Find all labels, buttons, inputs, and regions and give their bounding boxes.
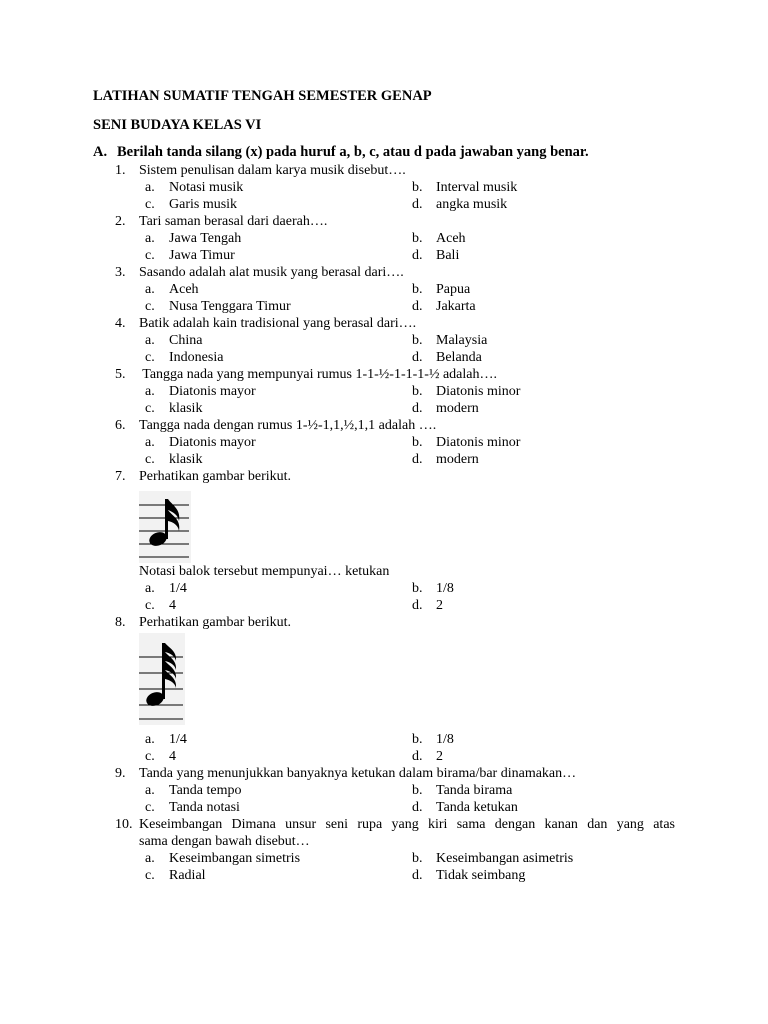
- option-b[interactable]: [412, 179, 652, 196]
- question-text: Tari saman berasal dari daerah….: [139, 214, 328, 229]
- option-text: Keseimbangan simetris: [169, 851, 301, 866]
- option-text: 2: [436, 749, 443, 764]
- option-c[interactable]: [145, 298, 412, 315]
- option-text: Jakarta: [436, 299, 476, 314]
- option-c[interactable]: [145, 799, 412, 816]
- question-subtext: Notasi balok tersebut mempunyai… ketukan: [139, 564, 390, 579]
- question-number: 5.: [115, 367, 126, 382]
- question-text: Tangga nada dengan rumus 1-½-1,1,½,1,1 adalah ….: [139, 418, 437, 433]
- option-a[interactable]: [145, 332, 412, 349]
- option-letter: c.: [145, 800, 155, 815]
- option-text: modern: [436, 452, 479, 467]
- option-letter: b.: [412, 851, 423, 866]
- option-c[interactable]: [145, 867, 412, 884]
- option-d[interactable]: [412, 451, 652, 468]
- option-letter: a.: [145, 333, 155, 348]
- option-letter: d.: [412, 749, 423, 764]
- option-letter: a.: [145, 732, 155, 747]
- option-text: Garis musik: [169, 197, 238, 212]
- option-b[interactable]: [412, 850, 652, 867]
- option-letter: c.: [145, 299, 155, 314]
- option-letter: c.: [145, 350, 155, 365]
- question-number: 6.: [115, 418, 126, 433]
- option-letter: a.: [145, 783, 155, 798]
- question-text: Tanda yang menunjukkan banyaknya ketukan dalam birama/bar dinamakan…: [139, 766, 577, 781]
- option-text: 1/4: [169, 581, 187, 596]
- option-text: Tanda notasi: [169, 800, 240, 815]
- option-letter: d.: [412, 452, 423, 467]
- option-b[interactable]: [412, 580, 652, 597]
- question-number: 8.: [115, 615, 126, 630]
- option-letter: d.: [412, 350, 423, 365]
- option-letter: c.: [145, 452, 155, 467]
- option-text: 4: [169, 749, 176, 764]
- section-heading: [93, 144, 589, 161]
- option-text: 1/8: [436, 581, 454, 596]
- option-letter: b.: [412, 581, 423, 596]
- option-letter: d.: [412, 299, 423, 314]
- option-letter: b.: [412, 282, 423, 297]
- option-letter: a.: [145, 581, 155, 596]
- question-number: 1.: [115, 163, 126, 178]
- option-d[interactable]: [412, 867, 652, 884]
- option-letter: b.: [412, 231, 423, 246]
- document-subtitle: SENI BUDAYA KELAS VI: [93, 117, 262, 133]
- option-text: Tanda ketukan: [436, 800, 518, 815]
- question-list: [0, 162, 768, 884]
- option-text: Tanda birama: [436, 783, 513, 798]
- question-text: Batik adalah kain tradisional yang berasal dari….: [139, 316, 417, 331]
- option-letter: a.: [145, 384, 155, 399]
- option-text: Notasi musik: [169, 180, 244, 195]
- option-text: Papua: [436, 282, 471, 297]
- question-number: 10.: [115, 817, 133, 832]
- question-text-continued: sama dengan bawah disebut…: [139, 834, 310, 849]
- option-b[interactable]: [412, 782, 652, 799]
- option-letter: b.: [412, 732, 423, 747]
- option-letter: c.: [145, 749, 155, 764]
- option-text: Nusa Tenggara Timur: [169, 299, 291, 314]
- option-a[interactable]: [145, 434, 412, 451]
- option-d[interactable]: [412, 597, 652, 614]
- option-c[interactable]: [145, 349, 412, 366]
- option-c[interactable]: [145, 247, 412, 264]
- section-letter: A.: [93, 144, 108, 160]
- option-c[interactable]: [145, 748, 412, 765]
- option-text: Tidak seimbang: [436, 868, 526, 883]
- option-letter: b.: [412, 435, 423, 450]
- option-letter: d.: [412, 800, 423, 815]
- option-b[interactable]: [412, 731, 652, 748]
- option-c[interactable]: [145, 400, 412, 417]
- option-text: Malaysia: [436, 333, 488, 348]
- option-a[interactable]: [145, 782, 412, 799]
- question-text: Keseimbangan Dimana unsur seni rupa yang kiri sama dengan kanan dan yang atas: [139, 817, 675, 832]
- option-d[interactable]: [412, 349, 652, 366]
- option-text: 2: [436, 598, 443, 613]
- option-c[interactable]: [145, 597, 412, 614]
- question-number: 7.: [115, 469, 126, 484]
- option-text: Aceh: [436, 231, 466, 246]
- option-b[interactable]: [412, 332, 652, 349]
- question-number: 4.: [115, 316, 126, 331]
- option-letter: c.: [145, 401, 155, 416]
- question-6: [0, 417, 768, 468]
- question-text: Sasando adalah alat musik yang berasal dari….: [139, 265, 404, 280]
- option-letter: d.: [412, 598, 423, 613]
- option-c[interactable]: [145, 451, 412, 468]
- question-text: Tangga nada yang mempunyai rumus 1-1-½-1-1-1-½ adalah….: [139, 367, 497, 382]
- option-text: Bali: [436, 248, 460, 263]
- section-instruction: Berilah tanda silang (x) pada huruf a, b, c, atau d pada jawaban yang benar.: [117, 144, 589, 160]
- option-letter: d.: [412, 401, 423, 416]
- option-b[interactable]: [412, 230, 652, 247]
- question-2: [0, 213, 768, 264]
- question-4: [0, 315, 768, 366]
- question-9: [0, 765, 768, 816]
- option-letter: a.: [145, 435, 155, 450]
- option-letter: a.: [145, 851, 155, 866]
- question-number: 2.: [115, 214, 126, 229]
- option-d[interactable]: [412, 247, 652, 264]
- option-text: Diatonis minor: [436, 384, 521, 399]
- option-text: Indonesia: [169, 350, 224, 365]
- option-text: Keseimbangan asimetris: [436, 851, 574, 866]
- option-b[interactable]: [412, 383, 652, 400]
- option-letter: d.: [412, 197, 423, 212]
- question-5: [0, 366, 768, 417]
- option-a[interactable]: [145, 850, 412, 867]
- option-letter: c.: [145, 248, 155, 263]
- option-letter: a.: [145, 180, 155, 195]
- option-text: Jawa Timur: [169, 248, 235, 263]
- option-text: modern: [436, 401, 479, 416]
- option-letter: c.: [145, 598, 155, 613]
- option-letter: b.: [412, 783, 423, 798]
- option-letter: b.: [412, 384, 423, 399]
- option-text: Interval musik: [436, 180, 518, 195]
- option-a[interactable]: [145, 179, 412, 196]
- option-letter: c.: [145, 197, 155, 212]
- option-text: 1/8: [436, 732, 454, 747]
- question-text: Perhatikan gambar berikut.: [139, 615, 292, 630]
- question-3: [0, 264, 768, 315]
- option-a[interactable]: [145, 383, 412, 400]
- option-text: Jawa Tengah: [169, 231, 242, 246]
- option-d[interactable]: [412, 400, 652, 417]
- option-text: Diatonis mayor: [169, 384, 256, 399]
- option-letter: a.: [145, 282, 155, 297]
- option-text: Diatonis mayor: [169, 435, 256, 450]
- question-text: Sistem penulisan dalam karya musik disebut….: [139, 163, 406, 178]
- question-text: Perhatikan gambar berikut.: [139, 469, 292, 484]
- question-7: [0, 468, 768, 614]
- option-b[interactable]: [412, 434, 652, 451]
- option-text: Radial: [169, 868, 206, 883]
- option-text: China: [169, 333, 203, 348]
- option-a[interactable]: [145, 580, 412, 597]
- option-a[interactable]: [145, 731, 412, 748]
- sixteenth-note-icon: [139, 485, 768, 563]
- option-text: 4: [169, 598, 176, 613]
- question-10: [0, 816, 768, 884]
- question-8: [0, 614, 768, 765]
- option-c[interactable]: [145, 196, 412, 213]
- option-a[interactable]: [145, 230, 412, 247]
- question-number: 3.: [115, 265, 126, 280]
- option-letter: d.: [412, 868, 423, 883]
- option-text: Diatonis minor: [436, 435, 521, 450]
- question-number: 9.: [115, 766, 126, 781]
- option-text: Aceh: [169, 282, 199, 297]
- option-d[interactable]: [412, 196, 652, 213]
- option-d[interactable]: [412, 748, 652, 765]
- sixty-fourth-note-icon: [139, 631, 768, 731]
- option-text: klasik: [169, 401, 203, 416]
- option-text: 1/4: [169, 732, 187, 747]
- option-letter: b.: [412, 333, 423, 348]
- option-text: angka musik: [436, 197, 508, 212]
- option-text: klasik: [169, 452, 203, 467]
- option-letter: a.: [145, 231, 155, 246]
- option-d[interactable]: [412, 298, 652, 315]
- question-1: [0, 162, 768, 213]
- document-title: LATIHAN SUMATIF TENGAH SEMESTER GENAP: [93, 88, 432, 104]
- option-d[interactable]: [412, 799, 652, 816]
- option-b[interactable]: [412, 281, 652, 298]
- option-letter: c.: [145, 868, 155, 883]
- option-letter: b.: [412, 180, 423, 195]
- option-letter: d.: [412, 248, 423, 263]
- option-a[interactable]: [145, 281, 412, 298]
- option-text: Belanda: [436, 350, 482, 365]
- option-text: Tanda tempo: [169, 783, 242, 798]
